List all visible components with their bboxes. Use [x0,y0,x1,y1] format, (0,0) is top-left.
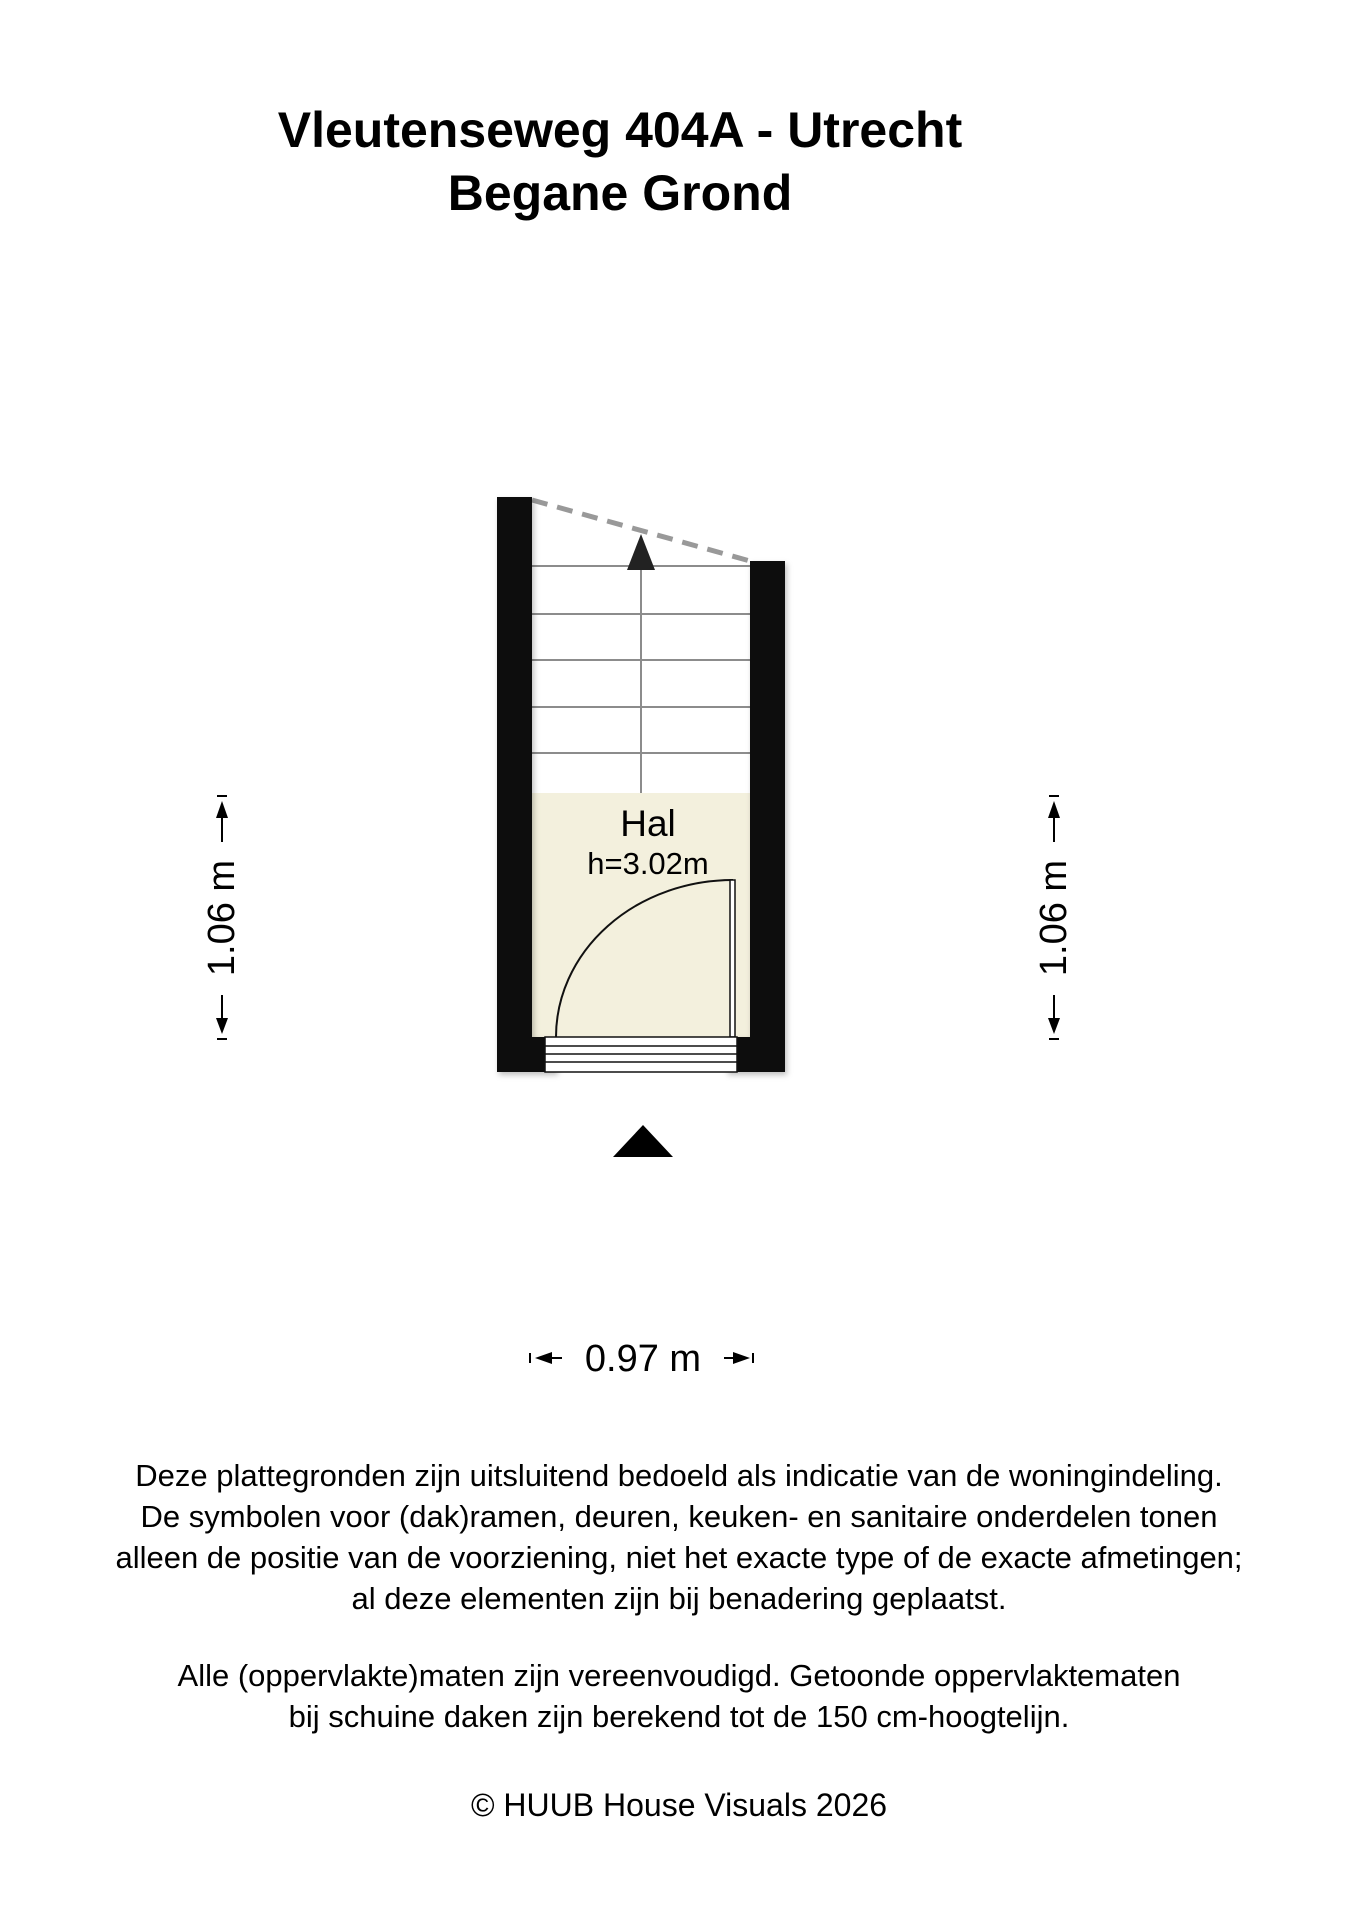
dimension-right [1033,796,1075,1039]
dimension-bottom-label: 0.97 m [584,1338,702,1380]
plan-title-address: Vleutenseweg 404A - Utrecht [277,102,963,158]
dimension-left [201,796,243,1039]
disclaimer-line: Alle (oppervlakte)maten zijn vereenvoudigd. Getoonde oppervlaktematen [177,1658,1181,1693]
disclaimer-paragraph-2 [0,1655,1358,1737]
disclaimer-paragraph-1 [0,1455,1358,1619]
disclaimer-line: alleen de positie van de voorziening, niet het exacte type of de exacte afmetingen; [115,1540,1243,1575]
wall-left [497,497,532,1072]
door-leaf [730,880,735,1037]
dimension-right-label: 1.06 m [1033,859,1075,977]
staircase [532,500,750,793]
room-height-label: h=3.02m [587,846,709,881]
wall-right [750,561,785,1072]
disclaimer-line: Deze plattegronden zijn uitsluitend bedoeld als indicatie van de woningindeling. [135,1458,1223,1493]
disclaimer-line: al deze elementen zijn bij benadering geplaatst. [351,1581,1007,1616]
dimension-left-label: 1.06 m [201,859,243,977]
room-name-label: Hal [620,803,676,844]
entrance-arrow-icon [613,1125,673,1157]
disclaimer-line: bij schuine daken zijn berekend tot de 150 cm-hoogtelijn. [288,1699,1070,1734]
dimension-bottom [530,1338,753,1380]
door-threshold [545,1037,737,1072]
plan-title-floor: Begane Grond [447,165,793,221]
disclaimer-line: De symbolen voor (dak)ramen, deuren, keuken- en sanitaire onderdelen tonen [140,1499,1218,1534]
copyright-notice: © HUUB House Visuals 2026 [470,1787,888,1823]
